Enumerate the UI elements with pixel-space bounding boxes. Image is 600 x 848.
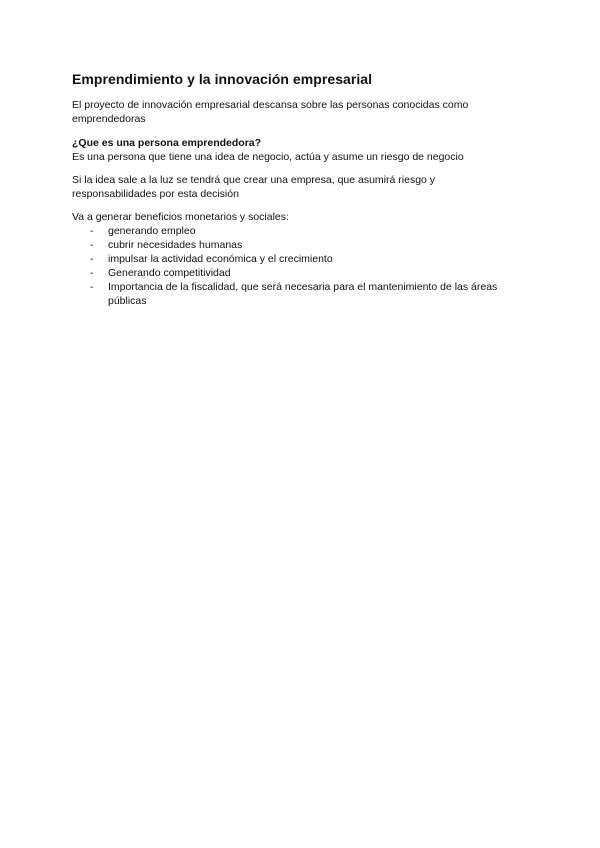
bullet-dash: - bbox=[90, 281, 94, 293]
list-item bbox=[72, 252, 532, 266]
intro-paragraph: El proyecto de innovación empresarial descansa sobre las personas conocidas como emprendedoras bbox=[72, 99, 469, 125]
list-item-text: Importancia de la fiscalidad, que será necesaria para el mantenimiento de las áreas públicas bbox=[108, 281, 498, 307]
bullet-dash: - bbox=[90, 239, 94, 251]
bullet-dash: - bbox=[90, 253, 94, 265]
idea-paragraph: Si la idea sale a la luz se tendrá que crear una empresa, que asumirá riesgo y responsabilidades por esta decisión bbox=[72, 174, 436, 200]
list-item-text: impulsar la actividad económica y el crecimiento bbox=[108, 253, 333, 265]
benefits-list bbox=[72, 224, 532, 308]
document-title: Emprendimiento y la innovación empresarial bbox=[72, 71, 373, 87]
list-item-text: generando empleo bbox=[108, 225, 196, 237]
list-item bbox=[72, 266, 532, 280]
document-body bbox=[72, 70, 532, 308]
benefits-intro: Va a generar beneficios monetarios y sociales: bbox=[72, 211, 289, 223]
bullet-dash: - bbox=[90, 267, 94, 279]
list-item-text: Generando competitividad bbox=[108, 267, 231, 279]
list-item bbox=[72, 280, 532, 308]
definition-paragraph: Es una persona que tiene una idea de negocio, actúa y asume un riesgo de negocio bbox=[72, 151, 464, 163]
list-item-text: cubrir necesidades humanas bbox=[108, 239, 243, 251]
list-item bbox=[72, 224, 532, 238]
question-heading: ¿Que es una persona emprendedora? bbox=[72, 137, 262, 149]
list-item bbox=[72, 238, 532, 252]
bullet-dash: - bbox=[90, 225, 94, 237]
